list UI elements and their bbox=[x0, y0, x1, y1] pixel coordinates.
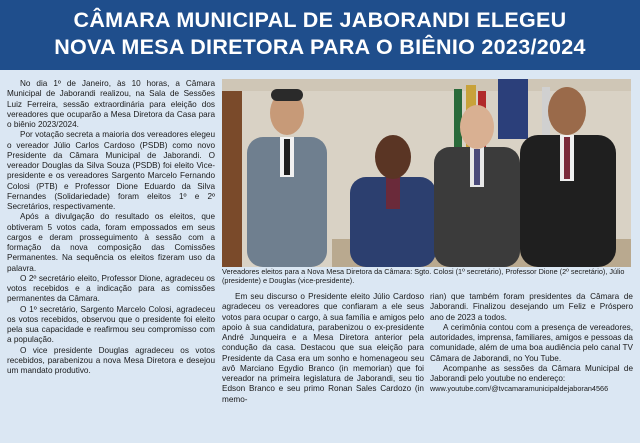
article-paragraph: Acompanhe as sessões da Câmara Municipal de Jaborandi pelo youtube no endereço: bbox=[430, 363, 633, 383]
youtube-url: www.youtube.com/@tvcamaramunicipaldejaboran4566 bbox=[430, 384, 609, 394]
headline-line-2: NOVA MESA DIRETORA PARA O BIÊNIO 2023/2024 bbox=[54, 35, 586, 59]
article-paragraph: O 1º secretário, Sargento Marcelo Colosi, agradeceu os votos recebidos, observou que o presidente foi eleito pela sua capacidade e reafirmou seu compromisso com a população. bbox=[7, 304, 215, 345]
council-members-photo bbox=[222, 79, 631, 267]
headline-line-1: CÂMARA MUNICIPAL DE JABORANDI ELEGEU bbox=[73, 8, 567, 32]
headline-banner bbox=[0, 0, 640, 70]
article-paragraph: Por votação secreta a maioria dos vereadores elegeu o vereador Júlio Carlos Cardoso (PSDB) como novo Presidente da Câmara Municipal de Jaborandi. O vereador Douglas da Silva Souza (PSDB) foi eleito Vice-presidente e os vereadores Sargento Marcelo Fernando Colosi (PTB) e Professor Dione Eduardo da Silva Fernandes (Solidariedade) foram eleitos 1º e 2º Secretários, respectivamente. bbox=[7, 130, 215, 211]
article-paragraph-continuation: rian) que também foram presidentes da Câmara de Jaborandi. Finalizou desejando um Feliz e Próspero ano de 2023 a todos. bbox=[430, 292, 633, 322]
photo-illustration bbox=[222, 79, 631, 267]
photo-caption: Vereadores eleitos para a Nova Mesa Diretora da Câmara: Sgto. Colosi (1º secretário), Professor Dione (2º secretário), Júlio (presidente) e Douglas (vice-presidente). bbox=[222, 267, 625, 285]
article-left-column bbox=[7, 79, 215, 376]
article-paragraph: O vice presidente Douglas agradeceu os votos recebidos, parabenizou a nova Mesa Diretora e desejou um mandato produtivo. bbox=[7, 345, 215, 375]
article-right-column bbox=[430, 292, 633, 395]
article-paragraph: No dia 1º de Janeiro, às 10 horas, a Câmara Municipal de Jaborandi realizou, na Sala de Sessões Luiz Ferreira, sessão extraordinária para eleição dos vereadores que ocuparão a Mesa Diretora da Casa para o biênio 2023/2024. bbox=[7, 79, 215, 129]
article-middle-column bbox=[222, 292, 424, 405]
article-paragraph: O 2º secretário eleito, Professor Dione, agradeceu os votos recebidos e a indicação para as comissões permanentes da Câmara. bbox=[7, 273, 215, 304]
article-paragraph: Após a divulgação do resultado os eleitos, que obtiveram 5 votos cada, foram empossados em seus cargos e deram prosseguimento à sessão com a formação da nova composição das Comissões Permanentes. Na sequência os eleitos fizeram uso da palavra. bbox=[7, 212, 215, 273]
article-paragraph: Em seu discurso o Presidente eleito Júlio Cardoso agradeceu os vereadores que confiaram a ele seus votos para ocupar o cargo, à sua família e amigos pelo apoio à sua candidatura, parabenizou o ex-presidente André Junqueira e a Mesa Diretora anterior pela condução da casa. Destacou que sua eleição para Presidente da Casa era um sonho e homenageou seu avô Marciano Egydio Branco (in memorian) que foi vereador na primeira legislatura de Jaborandi, seu tio Edson Branco e seu primo Ronan Sales Cardozo (in memo- bbox=[222, 292, 424, 404]
article-paragraph: A cerimônia contou com a presença de vereadores, autoridades, imprensa, familiares, amigos e pessoas da comunidade, além de uma boa audiência pelo canal TV Câmara de Jaborandi, no You Tube. bbox=[430, 322, 633, 363]
